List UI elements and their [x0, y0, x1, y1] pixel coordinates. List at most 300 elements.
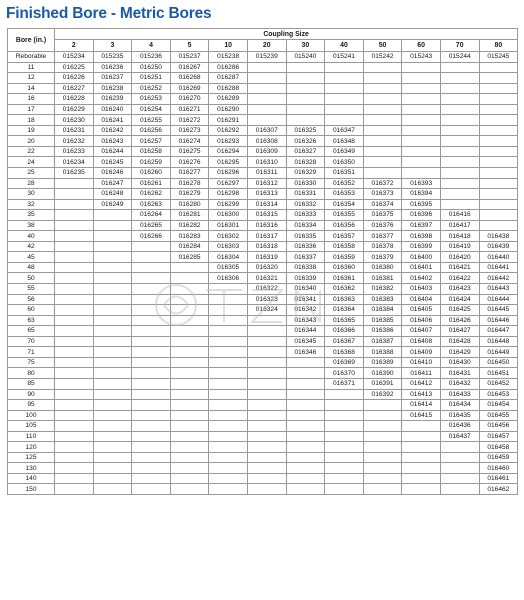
part-number-cell: 016351 [325, 168, 364, 179]
part-number-cell [325, 104, 364, 115]
bore-size-cell: 22 [8, 146, 55, 157]
part-number-cell: 016387 [363, 336, 402, 347]
part-number-cell [209, 400, 248, 411]
part-number-cell: 016245 [93, 157, 132, 168]
part-number-cell: 016386 [363, 326, 402, 337]
part-number-cell: 016251 [132, 73, 171, 84]
bore-size-cell: 56 [8, 294, 55, 305]
part-number-cell [209, 336, 248, 347]
part-number-cell: 016273 [170, 125, 209, 136]
part-number-cell: 015244 [440, 52, 479, 63]
part-number-cell [55, 252, 94, 263]
part-number-cell: 016272 [170, 115, 209, 126]
part-number-cell: 016357 [325, 231, 364, 242]
table-row [8, 210, 518, 221]
bore-size-cell: 95 [8, 400, 55, 411]
part-number-cell [440, 115, 479, 126]
part-number-cell: 016372 [363, 178, 402, 189]
part-number-cell: 016328 [286, 157, 325, 168]
part-number-cell [479, 83, 518, 94]
part-number-cell [402, 146, 441, 157]
part-number-cell: 016410 [402, 357, 441, 368]
part-number-cell: 016330 [286, 178, 325, 189]
table-row [8, 442, 518, 453]
part-number-cell [402, 157, 441, 168]
part-number-cell: 016414 [402, 400, 441, 411]
table-row [8, 115, 518, 126]
part-number-cell: 016421 [440, 262, 479, 273]
part-number-cell [247, 104, 286, 115]
part-number-cell: 016438 [479, 231, 518, 242]
part-number-cell: 016455 [479, 410, 518, 421]
part-number-cell: 016322 [247, 284, 286, 295]
part-number-cell: 016238 [93, 83, 132, 94]
part-number-cell: 016424 [440, 294, 479, 305]
table-row [8, 94, 518, 105]
part-number-cell [93, 315, 132, 326]
part-number-cell: 016423 [440, 284, 479, 295]
part-number-cell [170, 294, 209, 305]
part-number-cell [93, 421, 132, 432]
part-number-cell: 016354 [325, 199, 364, 210]
part-number-cell [363, 484, 402, 495]
part-number-cell [286, 73, 325, 84]
part-number-cell: 016317 [247, 231, 286, 242]
part-number-cell [132, 315, 171, 326]
part-number-cell [55, 368, 94, 379]
part-number-cell: 016433 [440, 389, 479, 400]
part-number-cell [132, 442, 171, 453]
part-number-cell: 016299 [209, 199, 248, 210]
part-number-cell: 016242 [93, 125, 132, 136]
bore-size-cell: 55 [8, 284, 55, 295]
part-number-cell [209, 357, 248, 368]
part-number-cell: 016350 [325, 157, 364, 168]
part-number-cell: 016377 [363, 231, 402, 242]
part-number-cell: 016378 [363, 241, 402, 252]
part-number-cell: 016458 [479, 442, 518, 453]
part-number-cell [170, 452, 209, 463]
part-number-cell [209, 442, 248, 453]
part-number-cell: 016365 [325, 315, 364, 326]
part-number-cell: 016237 [93, 73, 132, 84]
part-number-cell: 016285 [170, 252, 209, 263]
part-number-cell [402, 104, 441, 115]
part-number-cell [479, 210, 518, 221]
part-number-cell [93, 410, 132, 421]
part-number-cell [247, 378, 286, 389]
part-number-cell [440, 484, 479, 495]
part-number-cell: 016326 [286, 136, 325, 147]
part-number-cell: 016252 [132, 83, 171, 94]
part-number-cell: 015236 [132, 52, 171, 63]
part-number-cell: 016281 [170, 210, 209, 221]
part-number-cell: 016375 [363, 210, 402, 221]
part-number-cell [132, 378, 171, 389]
table-row [8, 463, 518, 474]
part-number-cell [479, 136, 518, 147]
bore-size-cell: 38 [8, 220, 55, 231]
part-number-cell: 016431 [440, 368, 479, 379]
part-number-cell: 016247 [93, 178, 132, 189]
table-row [8, 294, 518, 305]
part-number-cell: 016380 [363, 262, 402, 273]
bore-size-cell: 60 [8, 305, 55, 316]
part-number-cell [132, 305, 171, 316]
part-number-cell [363, 94, 402, 105]
part-number-cell: 016324 [247, 305, 286, 316]
part-number-cell [363, 136, 402, 147]
part-number-cell: 016422 [440, 273, 479, 284]
part-number-cell [479, 125, 518, 136]
part-number-cell [247, 452, 286, 463]
part-number-cell: 016383 [363, 294, 402, 305]
part-number-cell [55, 452, 94, 463]
part-number-cell [93, 231, 132, 242]
part-number-cell [479, 189, 518, 200]
part-number-cell [209, 484, 248, 495]
part-number-cell [170, 347, 209, 358]
part-number-cell: 016394 [402, 189, 441, 200]
part-number-cell: 016385 [363, 315, 402, 326]
part-number-cell [479, 62, 518, 73]
part-number-cell [209, 410, 248, 421]
part-number-cell [440, 136, 479, 147]
part-number-cell: 016262 [132, 189, 171, 200]
part-number-cell [286, 83, 325, 94]
part-number-cell [286, 442, 325, 453]
table-row [8, 484, 518, 495]
part-number-cell: 016360 [325, 262, 364, 273]
part-number-cell [440, 463, 479, 474]
bore-size-cell: 35 [8, 210, 55, 221]
table-row [8, 347, 518, 358]
part-number-cell [93, 241, 132, 252]
part-number-cell: 015243 [402, 52, 441, 63]
part-number-cell: 016312 [247, 178, 286, 189]
part-number-cell [170, 315, 209, 326]
part-number-cell [286, 484, 325, 495]
bore-size-cell: Reborable [8, 52, 55, 63]
part-number-cell [209, 463, 248, 474]
part-number-cell [440, 189, 479, 200]
part-number-cell: 016268 [170, 73, 209, 84]
part-number-cell [93, 252, 132, 263]
bore-size-cell: 32 [8, 199, 55, 210]
part-number-cell [325, 400, 364, 411]
part-number-cell [440, 442, 479, 453]
part-number-cell: 016441 [479, 262, 518, 273]
part-number-cell: 016302 [209, 231, 248, 242]
part-number-cell [132, 452, 171, 463]
part-number-cell: 016376 [363, 220, 402, 231]
part-number-cell [325, 442, 364, 453]
part-number-cell [132, 252, 171, 263]
part-number-cell: 016371 [325, 378, 364, 389]
part-number-cell [93, 442, 132, 453]
part-number-cell: 016403 [402, 284, 441, 295]
bore-size-cell: 40 [8, 231, 55, 242]
part-number-cell [55, 442, 94, 453]
part-number-cell [363, 73, 402, 84]
part-number-cell [479, 104, 518, 115]
part-number-cell: 016435 [440, 410, 479, 421]
part-number-cell: 016225 [55, 62, 94, 73]
part-number-cell [209, 368, 248, 379]
table-row [8, 336, 518, 347]
part-number-cell [247, 431, 286, 442]
table-row [8, 389, 518, 400]
part-number-cell: 016395 [402, 199, 441, 210]
part-number-cell [132, 241, 171, 252]
part-number-cell: 016254 [132, 104, 171, 115]
part-number-cell [363, 115, 402, 126]
part-number-cell: 016331 [286, 189, 325, 200]
part-number-cell: 016232 [55, 136, 94, 147]
table-row [8, 326, 518, 337]
part-number-cell: 016306 [209, 273, 248, 284]
part-number-cell [55, 431, 94, 442]
part-number-cell: 016393 [402, 178, 441, 189]
part-number-cell [132, 389, 171, 400]
part-number-cell [247, 326, 286, 337]
part-number-cell: 016420 [440, 252, 479, 263]
part-number-cell: 016323 [247, 294, 286, 305]
part-number-cell [55, 220, 94, 231]
part-number-cell: 016436 [440, 421, 479, 432]
part-number-cell: 016248 [93, 189, 132, 200]
part-number-cell: 016241 [93, 115, 132, 126]
bore-size-cell: 30 [8, 189, 55, 200]
part-number-cell [363, 104, 402, 115]
part-number-cell: 016309 [247, 146, 286, 157]
part-number-cell [440, 452, 479, 463]
coupling-size-column-header: 10 [209, 40, 248, 52]
part-number-cell: 016428 [440, 336, 479, 347]
part-number-cell [55, 284, 94, 295]
part-number-cell [55, 241, 94, 252]
part-number-cell [170, 326, 209, 337]
table-row [8, 146, 518, 157]
part-number-cell [325, 389, 364, 400]
coupling-size-column-header: 3 [93, 40, 132, 52]
part-number-cell [479, 168, 518, 179]
part-number-cell [440, 199, 479, 210]
bore-size-cell: 12 [8, 73, 55, 84]
part-number-cell: 016444 [479, 294, 518, 305]
part-number-cell [286, 473, 325, 484]
part-number-cell: 016264 [132, 210, 171, 221]
part-number-cell [363, 146, 402, 157]
part-number-cell: 015242 [363, 52, 402, 63]
part-number-cell: 016412 [402, 378, 441, 389]
part-number-cell: 016275 [170, 146, 209, 157]
part-number-cell [440, 62, 479, 73]
table-row [8, 421, 518, 432]
part-number-cell [55, 389, 94, 400]
bore-size-cell: 105 [8, 421, 55, 432]
part-number-cell: 016448 [479, 336, 518, 347]
part-number-cell [209, 378, 248, 389]
part-number-cell [325, 83, 364, 94]
part-number-cell [132, 294, 171, 305]
part-number-cell: 016432 [440, 378, 479, 389]
part-number-cell [55, 473, 94, 484]
part-number-cell [209, 431, 248, 442]
bore-size-cell: 17 [8, 104, 55, 115]
part-number-cell [440, 73, 479, 84]
part-number-cell: 016388 [363, 347, 402, 358]
bore-size-cell: 16 [8, 94, 55, 105]
part-number-cell: 016311 [247, 168, 286, 179]
part-number-cell [209, 315, 248, 326]
part-number-cell: 016446 [479, 315, 518, 326]
part-number-cell [55, 410, 94, 421]
part-number-cell [247, 62, 286, 73]
part-number-cell [55, 273, 94, 284]
part-number-cell [286, 463, 325, 474]
table-row [8, 452, 518, 463]
part-number-cell [93, 294, 132, 305]
part-number-cell: 016430 [440, 357, 479, 368]
page-title: Finished Bore - Metric Bores [6, 5, 212, 22]
part-number-cell [170, 410, 209, 421]
part-number-cell: 016447 [479, 326, 518, 337]
table-row [8, 178, 518, 189]
part-number-cell: 016228 [55, 94, 94, 105]
part-number-cell [132, 357, 171, 368]
part-number-cell [247, 442, 286, 453]
part-number-cell [209, 473, 248, 484]
part-number-cell [93, 326, 132, 337]
part-number-cell [402, 168, 441, 179]
part-number-cell [325, 62, 364, 73]
part-number-cell [93, 357, 132, 368]
part-number-cell: 016417 [440, 220, 479, 231]
part-number-cell [402, 62, 441, 73]
part-number-cell: 016334 [286, 220, 325, 231]
part-number-cell [479, 157, 518, 168]
bore-size-cell: 71 [8, 347, 55, 358]
part-number-cell [479, 94, 518, 105]
part-number-cell [93, 284, 132, 295]
part-number-cell: 016400 [402, 252, 441, 263]
part-number-cell: 016406 [402, 315, 441, 326]
part-number-cell: 016258 [132, 146, 171, 157]
part-number-cell: 016404 [402, 294, 441, 305]
bore-size-cell: 110 [8, 431, 55, 442]
part-number-cell: 016382 [363, 284, 402, 295]
part-number-cell: 016362 [325, 284, 364, 295]
part-number-cell [55, 231, 94, 242]
part-number-cell: 016356 [325, 220, 364, 231]
part-number-cell [132, 473, 171, 484]
part-number-cell: 016338 [286, 262, 325, 273]
part-number-cell [440, 104, 479, 115]
part-number-cell [55, 347, 94, 358]
part-number-cell: 016384 [363, 305, 402, 316]
part-number-cell: 016235 [55, 168, 94, 179]
bore-size-cell: 125 [8, 452, 55, 463]
part-number-cell: 016296 [209, 168, 248, 179]
table-row [8, 125, 518, 136]
part-number-cell: 016310 [247, 157, 286, 168]
table-row [8, 231, 518, 242]
part-number-cell [93, 273, 132, 284]
finished-bore-table [7, 28, 518, 495]
bore-size-cell: 90 [8, 389, 55, 400]
part-number-cell: 016246 [93, 168, 132, 179]
part-number-cell [247, 83, 286, 94]
part-number-cell: 016278 [170, 178, 209, 189]
part-number-cell: 016390 [363, 368, 402, 379]
part-number-cell: 016352 [325, 178, 364, 189]
part-number-cell: 016266 [132, 231, 171, 242]
part-number-cell [209, 294, 248, 305]
part-number-cell: 016454 [479, 400, 518, 411]
bore-size-cell: 75 [8, 357, 55, 368]
part-number-cell: 016287 [209, 73, 248, 84]
part-number-cell [170, 473, 209, 484]
part-number-cell [363, 442, 402, 453]
part-number-cell [363, 168, 402, 179]
part-number-cell [440, 178, 479, 189]
part-number-cell: 016450 [479, 357, 518, 368]
part-number-cell [170, 442, 209, 453]
part-number-cell: 016379 [363, 252, 402, 263]
coupling-size-column-header: 80 [479, 40, 518, 52]
table-row [8, 400, 518, 411]
bore-size-cell: 14 [8, 83, 55, 94]
part-number-cell: 016461 [479, 473, 518, 484]
table-row [8, 62, 518, 73]
part-number-cell: 016267 [170, 62, 209, 73]
part-number-cell [286, 378, 325, 389]
part-number-cell [363, 463, 402, 474]
part-number-cell [55, 305, 94, 316]
part-number-cell: 016270 [170, 94, 209, 105]
bore-size-cell: 42 [8, 241, 55, 252]
part-number-cell [325, 473, 364, 484]
bore-size-cell: 80 [8, 368, 55, 379]
part-number-cell [55, 421, 94, 432]
part-number-cell [55, 315, 94, 326]
part-number-cell: 016249 [93, 199, 132, 210]
bore-size-cell: 50 [8, 273, 55, 284]
part-number-cell: 016427 [440, 326, 479, 337]
part-number-cell: 016292 [209, 125, 248, 136]
part-number-cell: 016231 [55, 125, 94, 136]
part-number-cell: 015234 [55, 52, 94, 63]
part-number-cell [93, 473, 132, 484]
part-number-cell [286, 94, 325, 105]
coupling-size-header: Coupling Size [55, 29, 518, 40]
part-number-cell: 016370 [325, 368, 364, 379]
part-number-cell: 016293 [209, 136, 248, 147]
part-number-cell: 016439 [479, 241, 518, 252]
part-number-cell [363, 431, 402, 442]
part-number-cell [247, 115, 286, 126]
part-number-cell [247, 410, 286, 421]
part-number-cell: 016325 [286, 125, 325, 136]
part-number-cell [247, 389, 286, 400]
bore-size-cell: 140 [8, 473, 55, 484]
part-number-cell [55, 400, 94, 411]
part-number-cell: 016367 [325, 336, 364, 347]
part-number-cell [247, 400, 286, 411]
part-number-cell [363, 410, 402, 421]
part-number-cell: 016391 [363, 378, 402, 389]
